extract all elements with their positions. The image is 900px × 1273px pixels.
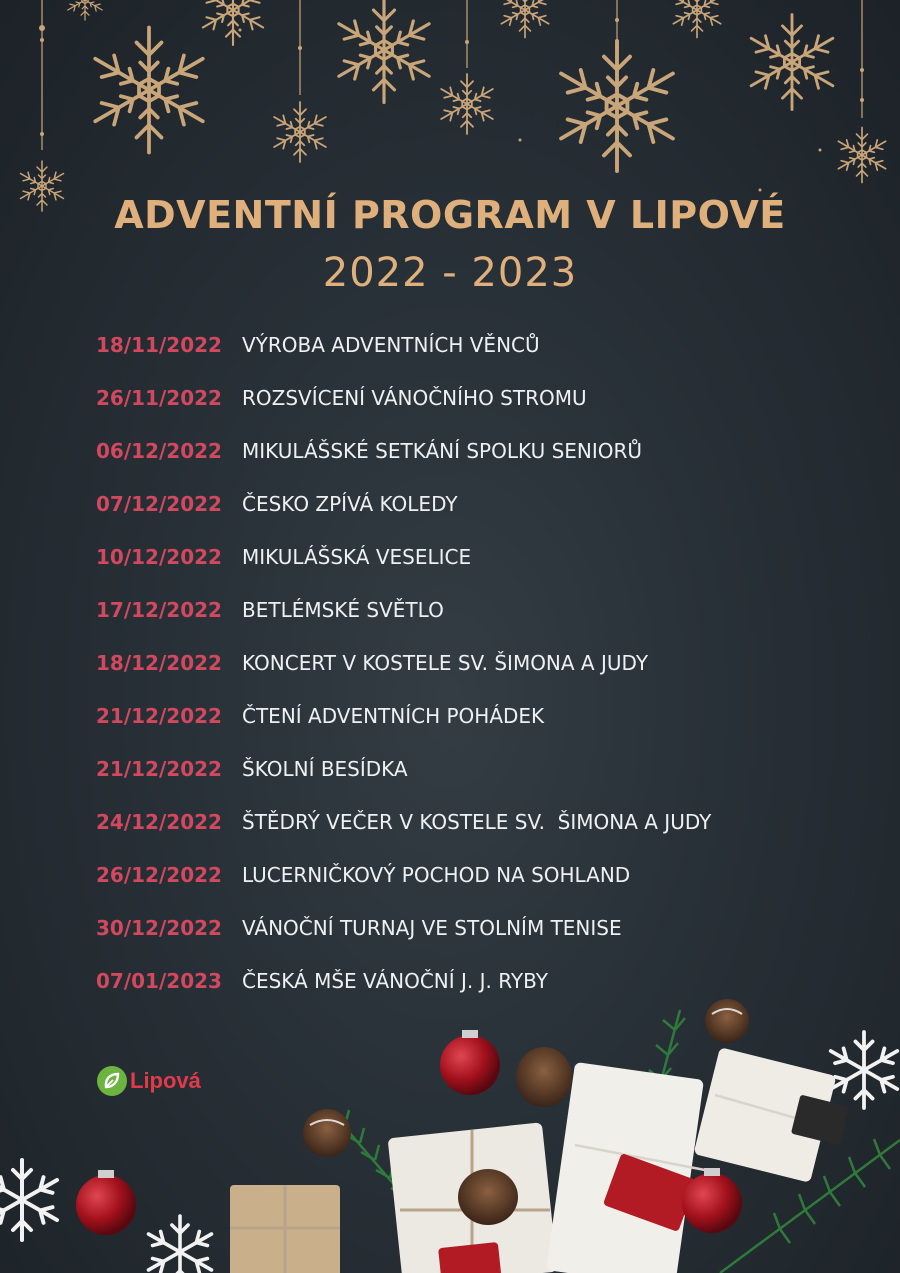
event-date: 18/12/2022 — [96, 651, 222, 675]
event-row — [96, 757, 876, 787]
event-row — [96, 810, 876, 840]
event-date: 17/12/2022 — [96, 598, 222, 622]
event-date: 18/11/2022 — [96, 333, 222, 357]
event-date: 10/12/2022 — [96, 545, 222, 569]
page-title: ADVENTNÍ PROGRAM V LIPOVÉ — [114, 193, 786, 237]
event-row — [96, 439, 876, 469]
event-date: 21/12/2022 — [96, 757, 222, 781]
event-date: 21/12/2022 — [96, 704, 222, 728]
event-name: KONCERT V KOSTELE SV. ŠIMONA A JUDY — [242, 651, 649, 675]
event-date: 06/12/2022 — [96, 439, 222, 463]
event-name: ROZSVÍCENÍ VÁNOČNÍHO STROMU — [242, 386, 587, 410]
page-subtitle: 2022 - 2023 — [322, 250, 578, 296]
event-row — [96, 492, 876, 522]
event-name: LUCERNIČKOVÝ POCHOD NA SOHLAND — [242, 863, 631, 887]
event-name: MIKULÁŠSKÁ VESELICE — [242, 545, 472, 569]
event-name: BETLÉMSKÉ SVĚTLO — [242, 598, 444, 622]
event-row — [96, 651, 876, 681]
event-date: 26/11/2022 — [96, 386, 222, 410]
event-date: 30/12/2022 — [96, 916, 222, 940]
christmas-gifts-decoration — [0, 990, 900, 1273]
event-name: MIKULÁŠSKÉ SETKÁNÍ SPOLKU SENIORŮ — [242, 439, 643, 463]
event-row — [96, 598, 876, 628]
event-row — [96, 386, 876, 416]
logo-text: Lipová — [130, 1068, 201, 1093]
event-name: ČESKÁ MŠE VÁNOČNÍ J. J. RYBY — [242, 969, 548, 993]
event-name: VÁNOČNÍ TURNAJ VE STOLNÍM TENISE — [242, 916, 622, 940]
event-name: VÝROBA ADVENTNÍCH VĚNCŮ — [242, 333, 540, 357]
event-date: 24/12/2022 — [96, 810, 222, 834]
event-name: ČESKO ZPÍVÁ KOLEDY — [242, 492, 458, 516]
event-row — [96, 704, 876, 734]
event-name: ŠTĚDRÝ VEČER V KOSTELE SV. ŠIMONA A JUDY — [242, 810, 712, 834]
event-date: 07/01/2023 — [96, 969, 222, 993]
event-name: ČTENÍ ADVENTNÍCH POHÁDEK — [242, 704, 545, 728]
event-name: ŠKOLNÍ BESÍDKA — [242, 757, 408, 781]
event-row — [96, 916, 876, 946]
event-row — [96, 333, 876, 363]
event-date: 26/12/2022 — [96, 863, 222, 887]
event-row — [96, 545, 876, 575]
event-row — [96, 863, 876, 893]
event-date: 07/12/2022 — [96, 492, 222, 516]
